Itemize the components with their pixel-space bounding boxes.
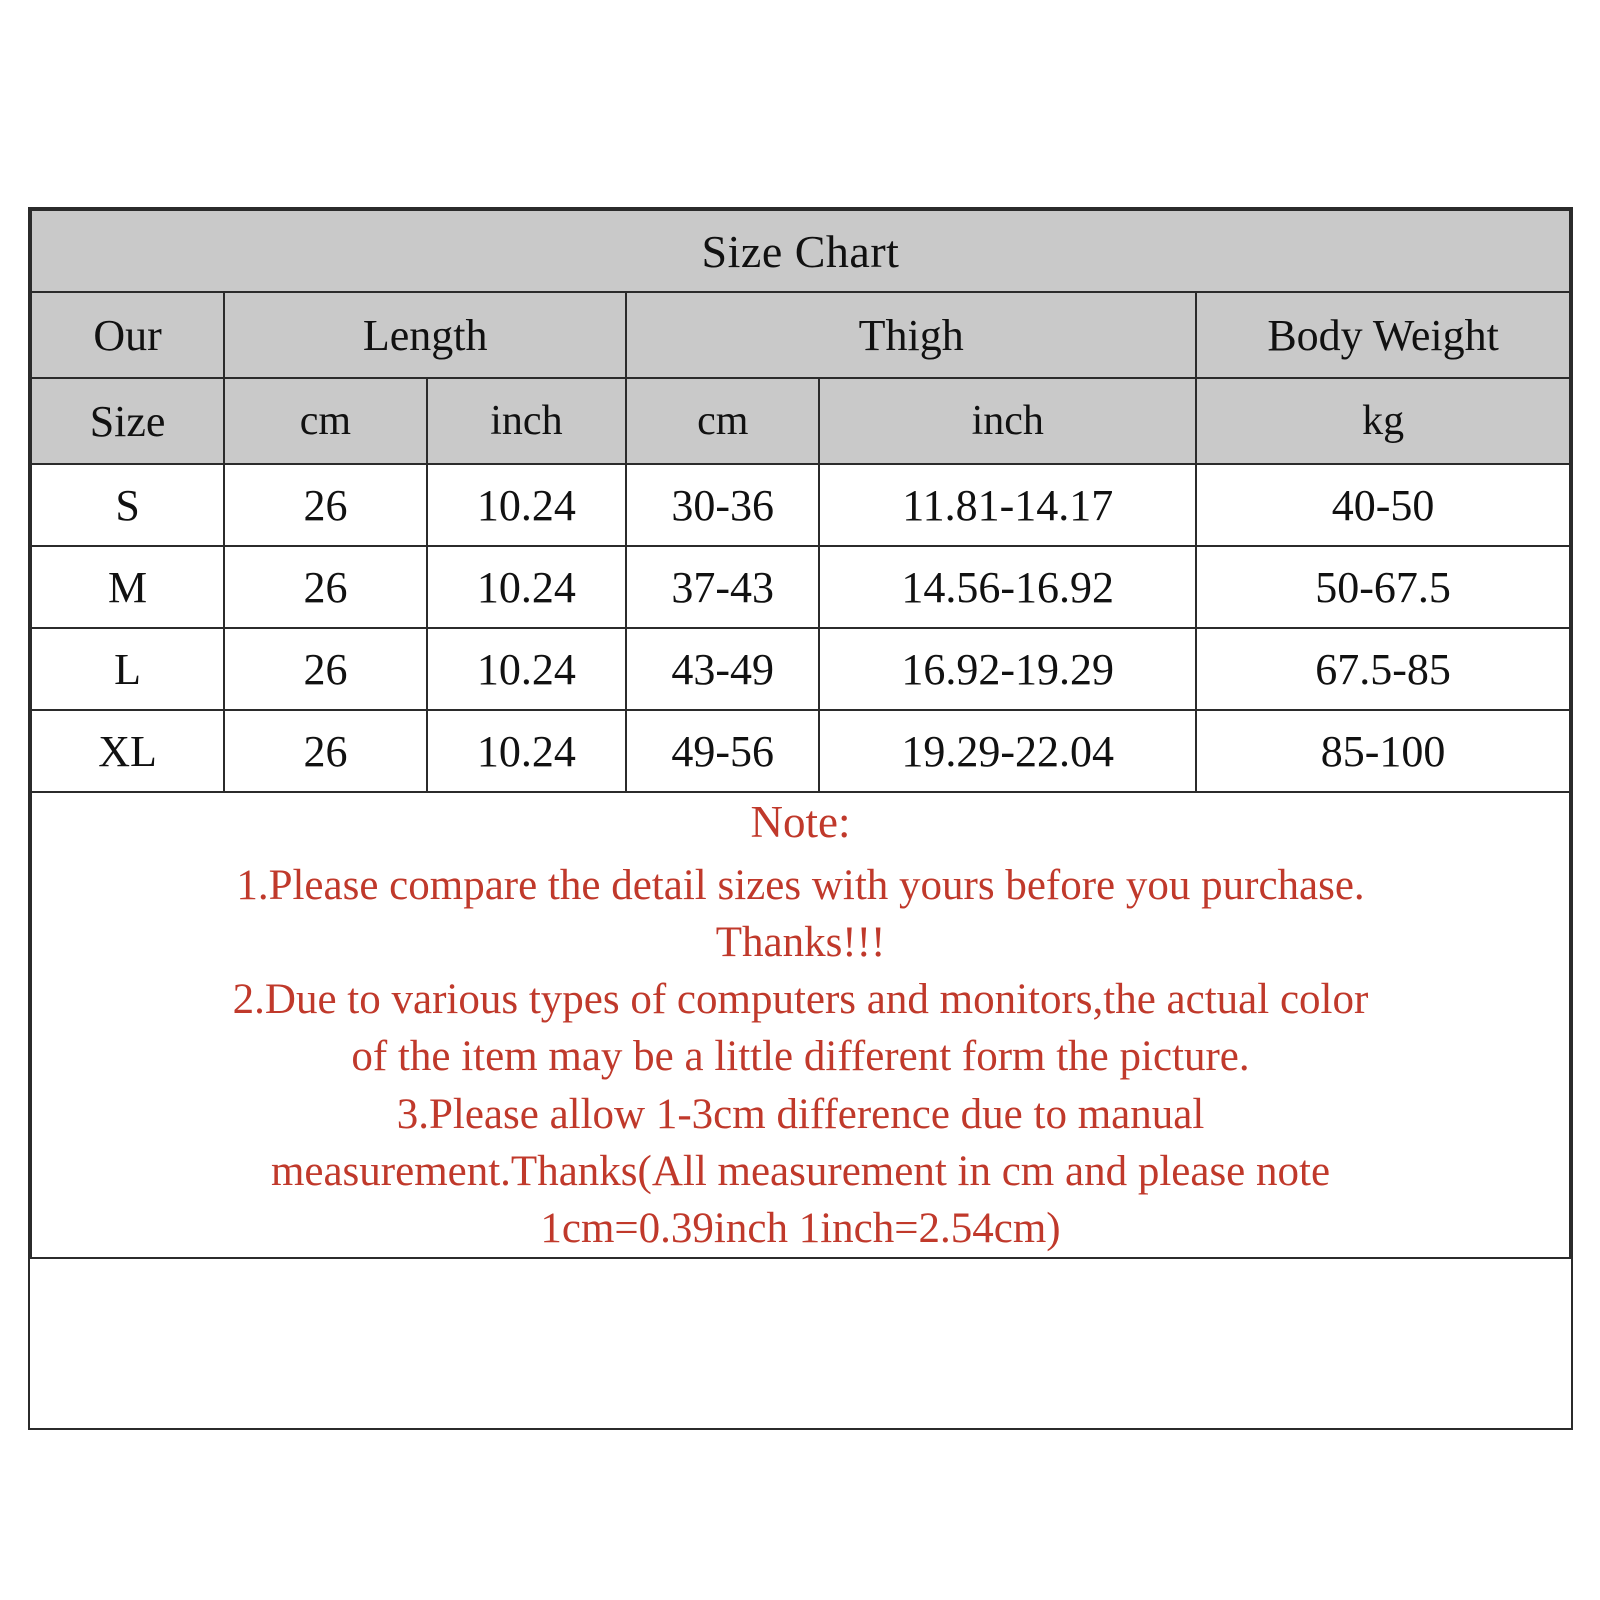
table-row-header-units [31,378,1570,464]
note-line-4: of the item may be a little different form the picture. [351,1033,1250,1081]
cell-length-inch: 10.24 [427,628,626,710]
header-length-inch: inch [427,378,626,464]
cell-length-inch: 10.24 [427,710,626,792]
note-line-2: Thanks!!! [715,919,886,967]
table-row [31,710,1570,792]
cell-weight-kg: 40-50 [1196,464,1570,546]
chart-title: Size Chart [31,210,1570,292]
table-row-header-top [31,292,1570,378]
cell-weight-kg: 50-67.5 [1196,546,1570,628]
note-heading: Note: [750,797,851,847]
note-line-1: 1.Please compare the detail sizes with yours before you purchase. [236,861,1365,909]
cell-thigh-cm: 30-36 [626,464,819,546]
note-block [32,793,1569,1257]
cell-thigh-inch: 19.29-22.04 [819,710,1196,792]
cell-length-cm: 26 [224,710,427,792]
header-body-weight: Body Weight [1196,292,1570,378]
header-thigh-cm: cm [626,378,819,464]
table-row [31,464,1570,546]
cell-weight-kg: 85-100 [1196,710,1570,792]
cell-thigh-inch: 16.92-19.29 [819,628,1196,710]
note-line-6: measurement.Thanks(All measurement in cm and please note [270,1147,1331,1195]
cell-thigh-cm: 49-56 [626,710,819,792]
note-line-5: 3.Please allow 1-3cm difference due to manual [396,1090,1205,1138]
note-line-7: 1cm=0.39inch 1inch=2.54cm) [540,1204,1061,1252]
header-weight-kg: kg [1196,378,1570,464]
cell-thigh-cm: 37-43 [626,546,819,628]
cell-size: L [31,628,224,710]
header-length: Length [224,292,626,378]
header-length-cm: cm [224,378,427,464]
cell-length-inch: 10.24 [427,464,626,546]
cell-size: M [31,546,224,628]
cell-length-cm: 26 [224,464,427,546]
header-thigh-inch: inch [819,378,1196,464]
cell-length-cm: 26 [224,546,427,628]
table-row-note [31,792,1570,1258]
cell-thigh-inch: 14.56-16.92 [819,546,1196,628]
cell-weight-kg: 67.5-85 [1196,628,1570,710]
table-row [31,546,1570,628]
size-chart-table [30,209,1571,1259]
cell-thigh-inch: 11.81-14.17 [819,464,1196,546]
header-our-size: Our [31,292,224,378]
cell-size: XL [31,710,224,792]
table-row-title [31,210,1570,292]
size-chart-container [28,207,1573,1430]
table-row [31,628,1570,710]
cell-length-inch: 10.24 [427,546,626,628]
cell-size: S [31,464,224,546]
header-size-second: Size [31,378,224,464]
note-line-3: 2.Due to various types of computers and monitors,the actual color [232,976,1369,1024]
cell-length-cm: 26 [224,628,427,710]
header-thigh: Thigh [626,292,1196,378]
note-section [31,792,1570,1258]
cell-thigh-cm: 43-49 [626,628,819,710]
